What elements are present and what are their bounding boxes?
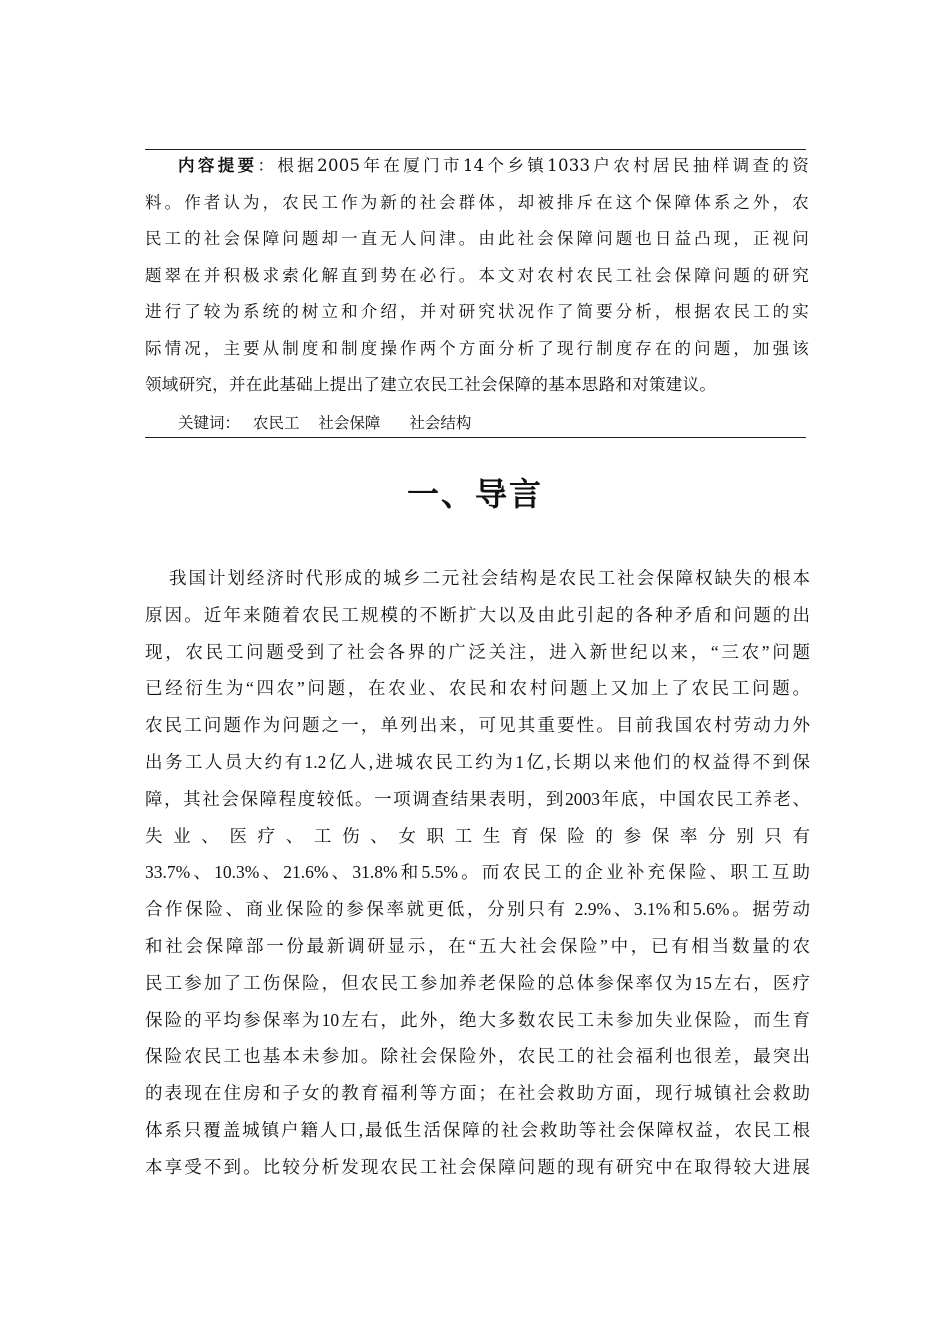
body-line: 出务工人员大约有1.2亿人,进城农民工约为1亿,长期以来他们的权益得不到保 [145, 751, 810, 772]
abstract-line-text: ：根据2005年在厦门市14个乡镇1033户农村居民抽样调查的资 [257, 156, 810, 175]
body-line: 民工参加了工伤保险，但农民工参加养老保险的总体参保率仅为15左右，医疗 [145, 972, 810, 993]
body-line: 体系只覆盖城镇户籍人口,最低生活保障的社会救助等社会保障权益，农民工根 [145, 1119, 810, 1140]
body-line: 失业、医疗、工伤、女职工生育保险的参保率分别只有 [145, 825, 810, 846]
body-line: 和社会保障部一份最新调研显示，在“五大社会保险”中，已有相当数量的农 [145, 935, 810, 956]
keywords-line [178, 412, 485, 434]
abstract-line: 进行了较为系统的树立和介绍，并对研究状况作了简要分析，根据农民工的实 [145, 302, 809, 321]
abstract-bottom-rule [145, 437, 806, 438]
body-line: 现，农民工问题受到了社会各界的广泛关注，进入新世纪以来，“三农”问题 [145, 641, 810, 662]
body-line: 农民工问题作为问题之一，单列出来，可见其重要性。目前我国农村劳动力外 [145, 715, 810, 736]
body-line: 合作保险、商业保险的参保率就更低，分别只有 2.9%、3.1%和5.6%。据劳动 [145, 899, 810, 920]
body-line: 原因。近年来随着农民工规模的不断扩大以及由此引起的各种矛盾和问题的出 [145, 604, 810, 625]
body-line: 保险的平均参保率为10左右，此外，绝大多数农民工未参加失业保险，而生育 [145, 1009, 810, 1030]
section-heading: 一、导言 [406, 475, 543, 513]
keyword-item: 农民工 [252, 414, 300, 432]
abstract-line: 际情况，主要从制度和制度操作两个方面分析了现行制度存在的问题，加强该 [145, 338, 809, 358]
abstract-line [145, 152, 809, 189]
body-line: 保险农民工也基本未参加。除社会保险外，农民工的社会福利也很差，最突出 [145, 1046, 810, 1067]
abstract-line: 题翠在并积极求索化解直到势在必行。本文对农村农民工社会保障问题的研究 [145, 265, 809, 285]
body-line: 的表现在住房和子女的教育福利等方面；在社会救助方面，现行城镇社会救助 [145, 1083, 810, 1104]
body-line: 障，其社会保障程度较低。一项调查结果表明，到2003年底，中国农民工养老、 [145, 788, 810, 809]
keyword-item: 社会结构 [409, 414, 472, 432]
abstract-line: 民工的社会保障问题却一直无人问津。由此社会保障问题也日益凸现，正视问 [145, 229, 809, 248]
abstract-block [145, 152, 809, 408]
keywords-label: 关键词： [178, 414, 241, 432]
body-line: 33.7%、10.3%、21.6%、31.8%和5.5%。而农民工的企业补充保险、职工互助 [145, 862, 810, 883]
abstract-line: 料。作者认为，农民工作为新的社会群体，却被排斥在这个保障体系之外，农 [145, 192, 809, 212]
body-line: 本享受不到。比较分析发现农民工社会保障问题的现有研究中在取得较大进展 [145, 1156, 810, 1177]
abstract-line: 领域研究，并在此基础上提出了建立农民工社会保障的基本思路和对策建议。 [145, 375, 717, 394]
body-line: 我国计划经济时代形成的城乡二元社会结构是农民工社会保障权缺失的根本 [169, 568, 810, 588]
keyword-item: 社会保障 [318, 414, 381, 432]
body-line: 已经衍生为“四农”问题，在农业、农民和农村问题上又加上了农民工问题。 [145, 678, 810, 699]
abstract-label: 内容提要 [178, 156, 258, 175]
body-paragraph [145, 562, 810, 1188]
abstract-top-rule [145, 149, 806, 150]
